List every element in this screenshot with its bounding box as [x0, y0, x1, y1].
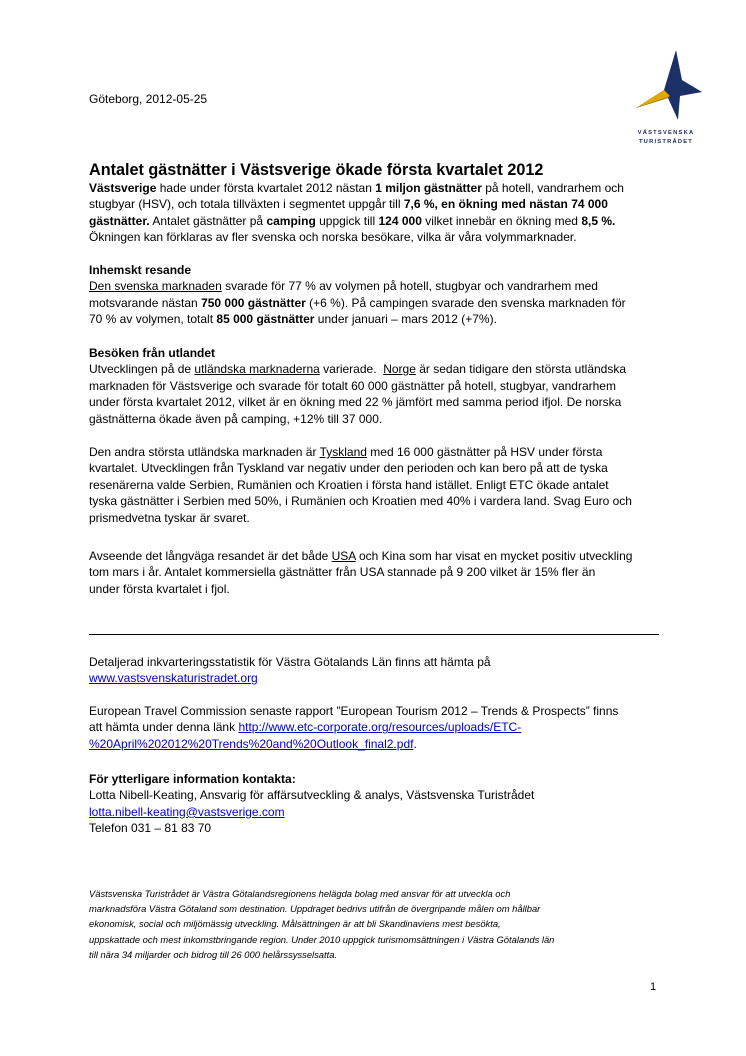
etc-report-link-part2[interactable]: %20April%202012%20Trends%20and%20Outlook_final2.pdf: [89, 736, 414, 751]
etc-paragraph: European Travel Commission senaste rapport ”European Tourism 2012 – Trends & Prospects” finns att hämta under denna länk http://www.etc-corporate.org/resources/uploads/ETC- %20April%202012%20Trends%20and%20Outlook_final2.pdf.: [89, 704, 619, 751]
foreign-heading: Besöken från utlandet: [89, 346, 216, 360]
star-compass-icon: [630, 48, 702, 128]
statistics-paragraph: Detaljerad inkvarteringsstatistik för Västra Götalands Län finns att hämta på www.vastsvenskaturistradet.org: [89, 655, 491, 686]
vastsvenska-turistradet-logo: [630, 48, 702, 156]
logo-text-line2: TURISTRÅDET: [638, 139, 694, 145]
intro-line-2: stugbyar (HSV), och totala tillväxten i segmentet uppgår till 7,6 %, en ökning med nästan 74 000: [89, 197, 608, 212]
logo-text-line1: VÄSTSVENSKA: [637, 130, 695, 136]
intro-line-1: Västsverige hade under första kvartalet 2012 nästan 1 miljon gästnätter på hotell, vandrarhem och: [89, 181, 624, 195]
contact-name: Lotta Nibell-Keating, Ansvarig för affärsutveckling & analys, Västsvenska Turistrådet: [89, 788, 535, 803]
domestic-section: Inhemskt resande Den svenska marknaden svarade för 77 % av volymen på hotell, stugbyar och vandrarhem med motsvarande nästan 750 000 gästnätter (+6 %). På campingen svarade den svenska marknaden för 70 % av volymen, totalt 85 000 gästnätter under januari – mars 2012 (+7%).: [89, 263, 626, 327]
foreign-section: Besöken från utlandet Utvecklingen på de utländska marknaderna varierade. Norge är sedan tidigare den största utländska marknaden för Västsverige och svarade för totalt 60 000 gästnätter på hotell, stugbyar, vandrarhem under första kvartalet 2012, vilket är en ökning med 22 % jämfört med samma period ifjol. De norska gästnätterna ökade även på camping, +12% till 37 000.: [89, 346, 627, 426]
section-divider: [89, 634, 659, 635]
intro-line-4: Ökningen kan förklaras av fler svenska och norska besökare, vilka är våra volymmarknader.: [89, 230, 577, 245]
contact-section: [89, 771, 679, 837]
footer-boilerplate: Västsvenska Turistrådet är Västra Götalandsregionens helägda bolag med ansvar för att utveckla och marknadsföra Västra Götaland som destination. Uppdraget bedrivs utifrån de övergripande målen om hållbar ekonomisk, social och miljömässig utveckling. Målsättningen är att bli Skandinaviens mest besökta, uppskattade och mest inkomstbringande region. Under 2010 uppgick turismomsättningen i Västra Götalands län till nära 34 miljarder och bidrog till 26 000 helårssysselsatta.: [89, 888, 555, 960]
contact-heading: För ytterligare information kontakta:: [89, 772, 296, 786]
vastsvenska-website-link[interactable]: www.vastsvenskaturistradet.org: [89, 671, 258, 686]
contact-phone: Telefon 031 – 81 83 70: [89, 821, 212, 836]
page-number: 1: [650, 981, 657, 993]
date-line: Göteborg, 2012-05-25: [89, 92, 208, 106]
contact-email-link[interactable]: lotta.nibell-keating@vastsverige.com: [89, 804, 285, 819]
longhaul-paragraph: Avseende det långväga resandet är det både USA och Kina som har visat en mycket positiv utveckling tom mars i år. Antalet kommersiella gästnätter från USA stannade på 9 200 vilket är 15% fler än under första kvartalet i fjol.: [89, 549, 633, 596]
intro-paragraph: [89, 180, 679, 246]
intro-line-3: gästnätter. Antalet gästnätter på camping uppgick till 124 000 vilket innebär en ökning med 8,5 %.: [89, 213, 616, 228]
domestic-heading: Inhemskt resande: [89, 263, 192, 277]
swedish-market-link-text: Den svenska marknaden: [89, 279, 222, 294]
page-title: Antalet gästnätter i Västsverige ökade första kvartalet 2012: [89, 161, 544, 179]
germany-paragraph: Den andra största utländska marknaden är Tyskland med 16 000 gästnätter på HSV under första kvartalet. Utvecklingen från Tyskland var negativ under den perioden och kan bero på att de tyska resenärerna valde Serbien, Rumänien och Kroatien i första hand istället. Enligt ETC ökade antalet tyska gästnätter i Serbien med 50%, i Rumänien och Kroatien med 40% i vardera land. Svag Euro och prismedvetna tyskar är svaret.: [89, 445, 632, 525]
etc-report-link-part1[interactable]: http://www.etc-corporate.org/resources/uploads/ETC-: [238, 720, 522, 735]
